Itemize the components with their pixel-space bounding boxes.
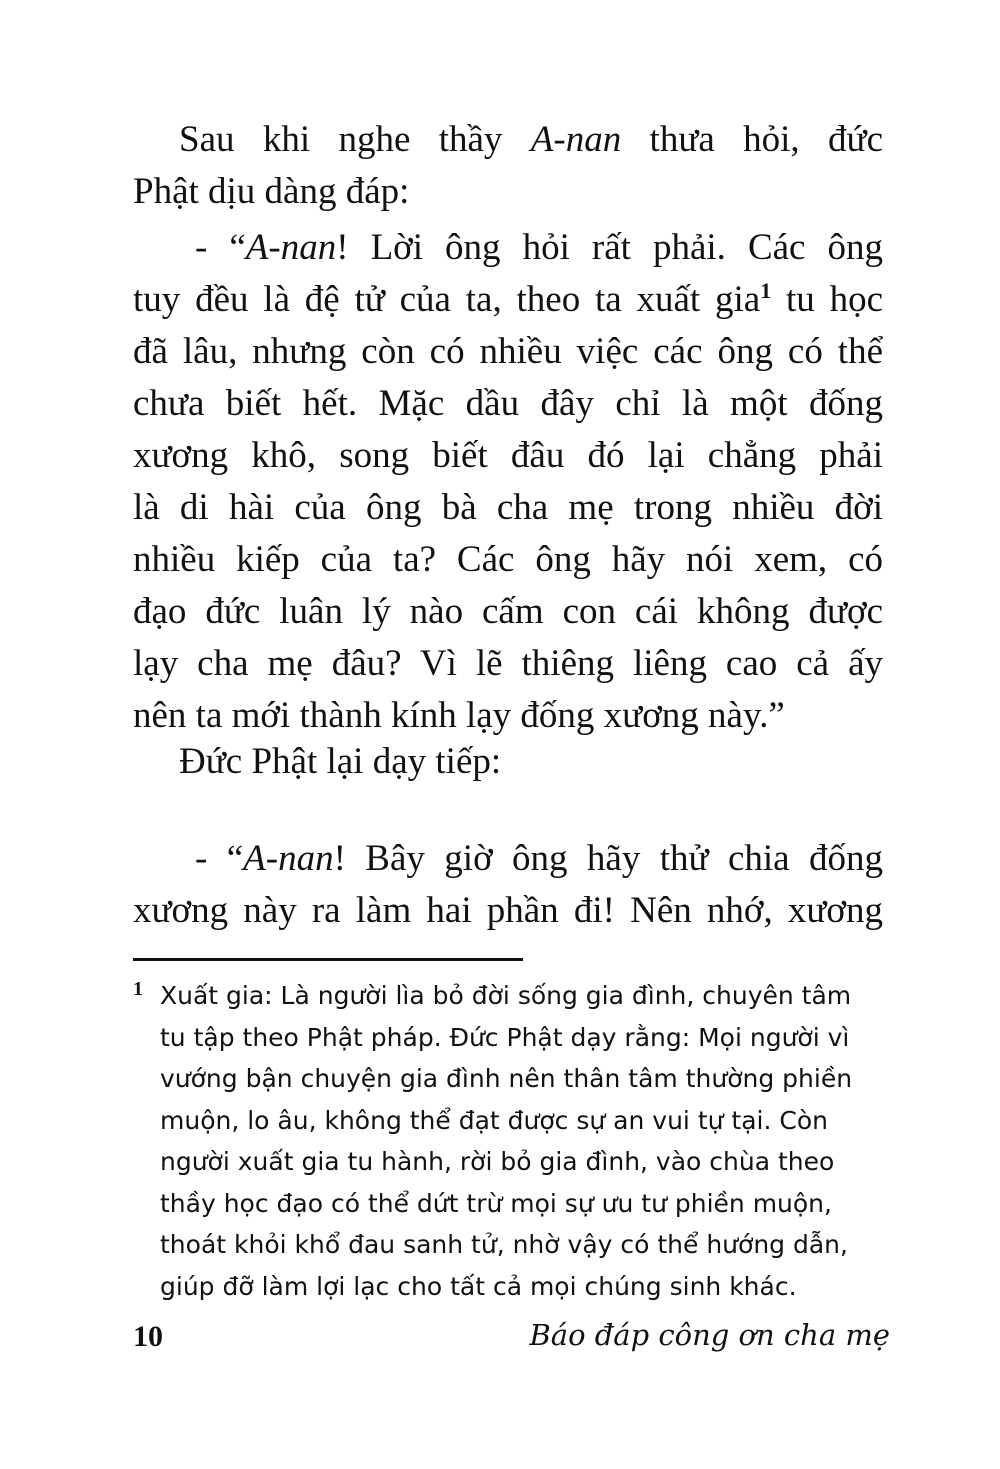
- paragraph-instruction: [133, 833, 883, 937]
- name-anan: A-nan: [243, 838, 334, 879]
- paragraph-buddha-reply: [133, 222, 883, 742]
- text-line: xương này ra làm hai phần đi! Nên nhớ, xương: [133, 890, 883, 931]
- footnote-divider: [133, 958, 523, 961]
- text-line: nên ta mới thành kính lạy đống xương này.”: [133, 695, 785, 736]
- page-number: 10: [133, 1320, 163, 1353]
- footnote-line: Xuất gia: Là người lìa bỏ đời sống gia đình, chuyên tâm: [160, 981, 852, 1010]
- text-line: Phật dịu dàng đáp:: [133, 171, 410, 212]
- footnote-mark: 1: [133, 978, 143, 1000]
- text-line: đạo đức luân lý nào cấm con cái không được: [133, 591, 883, 632]
- text-line: Sau khi nghe thầy A-nan thưa hỏi, đức: [179, 119, 884, 160]
- text-line: tuy đều là đệ tử của ta, theo ta xuất gia$^1$ tu học: [133, 278, 884, 320]
- text-line: Đức Phật lại dạy tiếp:: [179, 741, 502, 782]
- running-title: Báo đáp công ơn cha mẹ: [529, 1318, 890, 1352]
- footnote-line: vướng bận chuyện gia đình nên thân tâm thường phiền: [160, 1064, 853, 1093]
- paragraph-intro: [133, 114, 883, 218]
- footnote-line: người xuất gia tu hành, rời bỏ gia đình, vào chùa theo: [160, 1147, 835, 1176]
- text-line: đã lâu, nhưng còn có nhiều việc các ông có thể: [133, 331, 883, 372]
- text-line: xương khô, song biết đâu đó lại chẳng phải: [133, 435, 883, 476]
- text-line: - “A-nan! Lời ông hỏi rất phải. Các ông: [195, 227, 883, 268]
- text-line: nhiều kiếp của ta? Các ông hãy nói xem, có: [133, 539, 883, 580]
- footnote: [133, 975, 885, 1307]
- footnote-line: tu tập theo Phật pháp. Đức Phật dạy rằng: Mọi người vì: [160, 1022, 850, 1052]
- paragraph-continue: [133, 736, 883, 788]
- text-line: lạy cha mẹ đâu? Vì lẽ thiêng liêng cao cả ấy: [133, 643, 883, 684]
- footnote-reference[interactable]: 1: [760, 278, 772, 303]
- text-line: - “A-nan! Bây giờ ông hãy thử chia đống: [195, 838, 883, 879]
- footnote-line: giúp đỡ làm lợi lạc cho tất cả mọi chúng sinh khác.: [160, 1271, 797, 1301]
- name-anan: A-nan: [530, 119, 622, 160]
- footnote-line: thoát khỏi khổ đau sanh tử, nhờ vậy có thể hướng dẫn,: [160, 1230, 848, 1259]
- text-line: là di hài của ông bà cha mẹ trong nhiều đời: [133, 487, 883, 528]
- name-anan: A-nan: [245, 227, 337, 268]
- footnote-line: muộn, lo âu, không thể đạt được sự an vui tự tại. Còn: [160, 1105, 828, 1135]
- text-line: chưa biết hết. Mặc dầu đây chỉ là một đống: [133, 383, 883, 424]
- footnote-line: thầy học đạo có thể dứt trừ mọi sự ưu tư phiền muộn,: [160, 1188, 832, 1218]
